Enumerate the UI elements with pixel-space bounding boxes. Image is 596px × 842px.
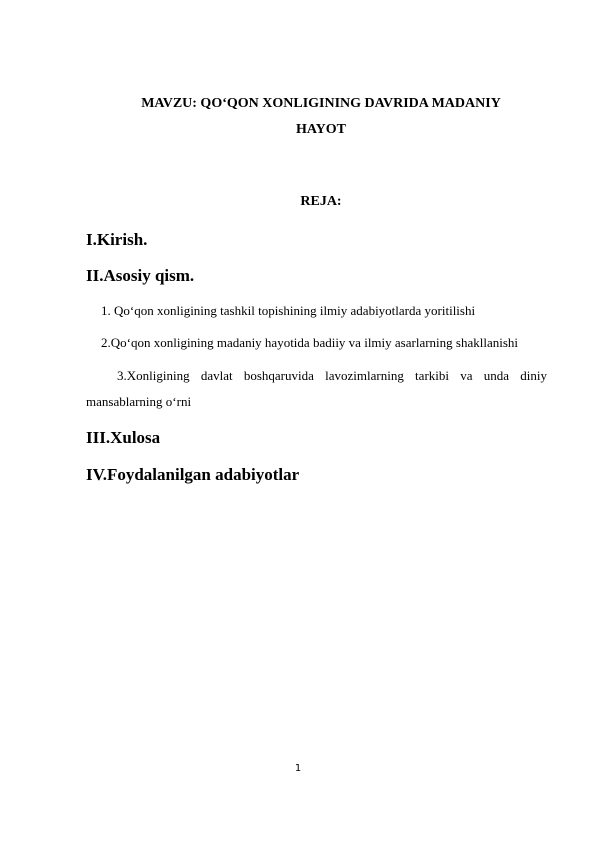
document-title-line-2: HAYOT xyxy=(295,122,347,137)
subsection-1: 1. Qo‘qon xonligining tashkil topishining ilmiy adabiyotlarda yoritilishi xyxy=(101,303,476,318)
subsection-3-line-1: 3.Xonligining davlat boshqaruvida lavozimlarning tarkibi va unda diniy xyxy=(117,368,547,383)
page-number: 1 xyxy=(294,763,302,774)
section-main-part: II.Asosiy qism. xyxy=(86,266,195,285)
document-title-line-1: MAVZU: QO‘QON XONLIGINING DAVRIDA MADANIY xyxy=(141,96,501,111)
subsection-2: 2.Qo‘qon xonligining madaniy hayotida badiiy va ilmiy asarlarning shakllanishi xyxy=(101,335,519,350)
section-introduction: I.Kirish. xyxy=(86,230,148,249)
plan-heading: REJA: xyxy=(300,194,342,209)
section-references: IV.Foydalanilgan adabiyotlar xyxy=(86,465,300,484)
section-conclusion: III.Xulosa xyxy=(86,428,161,447)
subsection-3-line-2: mansablarning o‘rni xyxy=(86,394,192,409)
